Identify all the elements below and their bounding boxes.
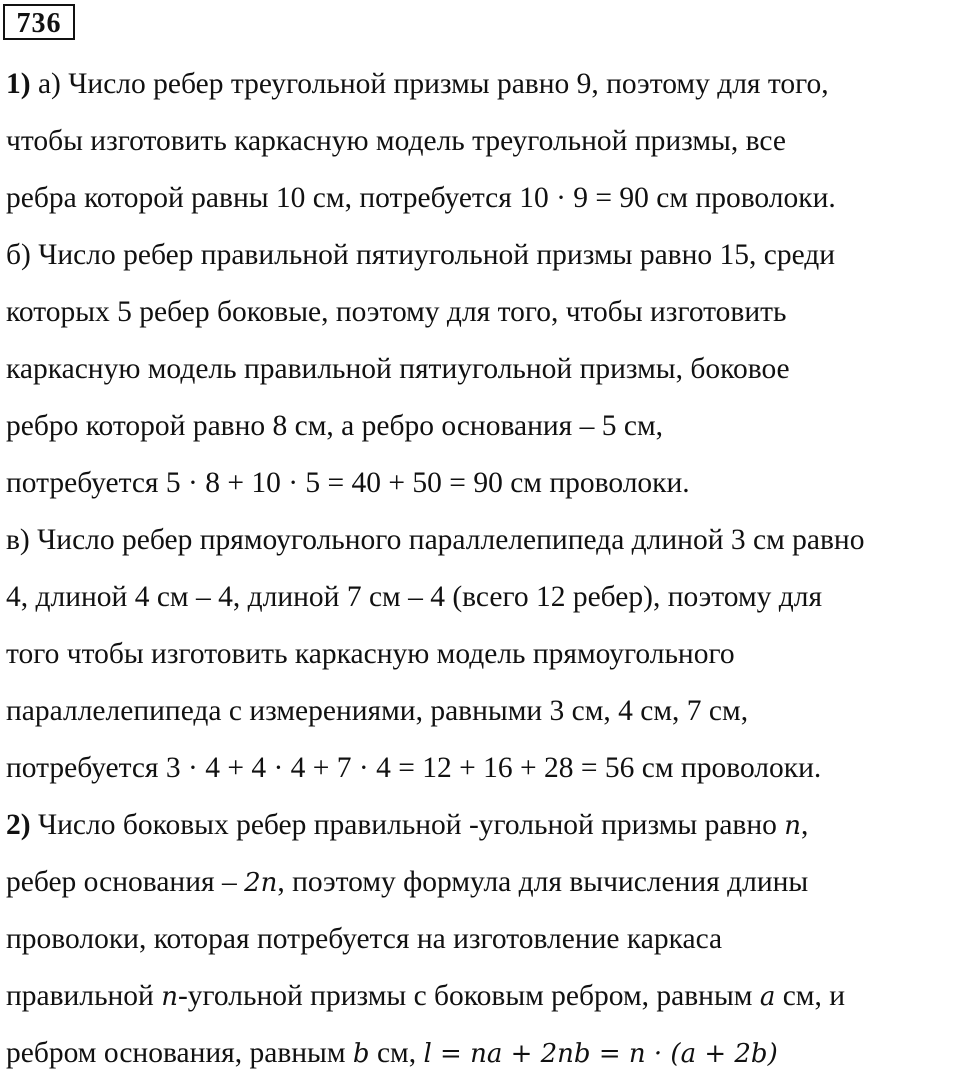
text-line xyxy=(6,398,958,455)
line-text: Число боковых ребер правильной -угольной призмы равно xyxy=(30,809,785,841)
line-text: , поэтому формула для вычисления длины xyxy=(277,866,809,898)
line-text: чтобы изготовить каркасную модель треугольной призмы, все xyxy=(6,125,786,157)
text-line xyxy=(6,626,958,683)
line-text: а) Число ребер треугольной призмы равно 9, поэтому для того, xyxy=(30,68,829,100)
line-text: ребро которой равно 8 см, а ребро основания – 5 см, xyxy=(6,410,664,442)
line-text: ребер основания – xyxy=(6,866,245,898)
text-line xyxy=(6,113,958,170)
text-line xyxy=(6,968,958,1025)
line-text: потребуется 5 · 8 + 10 · 5 = 40 + 50 = 90 см проволоки. xyxy=(6,467,690,499)
text-line xyxy=(6,170,958,227)
line-text: -угольной призмы с боковым ребром, равным xyxy=(177,980,760,1012)
text-line xyxy=(6,854,958,911)
part-marker: 1) xyxy=(6,68,31,100)
text-line xyxy=(6,797,958,854)
text-line xyxy=(6,740,958,797)
line-text: 4, длиной 4 см – 4, длиной 7 см – 4 (всего 12 ребер), поэтому для xyxy=(6,581,823,613)
line-text: правильной xyxy=(6,980,162,1012)
part-marker: 2) xyxy=(6,809,31,841)
formula: l = na + 2nb = n · (a + 2b) xyxy=(423,1039,778,1069)
line-text: см, xyxy=(369,1037,424,1069)
line-text: того чтобы изготовить каркасную модель прямоугольного xyxy=(6,638,735,670)
line-text: , xyxy=(801,809,809,841)
line-text: каркасную модель правильной пятиугольной призмы, боковое xyxy=(6,353,790,385)
line-text: потребуется 3 · 4 + 4 · 4 + 7 · 4 = 12 + 16 + 28 = 56 см проволоки. xyxy=(6,752,822,784)
line-text: ребром основания, равным xyxy=(6,1037,353,1069)
text-line xyxy=(6,569,958,626)
line-text: б) Число ребер правильной пятиугольной призмы равно 15, среди xyxy=(6,239,836,271)
problem-number-box: 736 xyxy=(3,4,75,40)
line-text: ребра которой равны 10 см, потребуется 10 · 9 = 90 см проволоки. xyxy=(6,182,836,214)
line-text: которых 5 ребер боковые, поэтому для того, чтобы изготовить xyxy=(6,296,787,328)
math-variable: n xyxy=(784,811,802,841)
math-variable: a xyxy=(759,982,776,1012)
text-line xyxy=(6,683,958,740)
text-line xyxy=(6,284,958,341)
line-text: параллелепипеда с измерениями, равными 3 см, 4 см, 7 см, xyxy=(6,695,749,727)
text-line xyxy=(6,512,958,569)
line-text: проволоки, которая потребуется на изготовление каркаса xyxy=(6,923,723,955)
math-variable: b xyxy=(352,1039,370,1069)
math-variable: n xyxy=(161,982,178,1012)
text-line xyxy=(6,341,958,398)
math-expression: 2n xyxy=(244,868,278,898)
solution-text xyxy=(6,56,958,1082)
text-line xyxy=(6,1025,958,1082)
text-line xyxy=(6,455,958,512)
text-line xyxy=(6,911,958,968)
line-text: в) Число ребер прямоугольного параллелепипеда длиной 3 см равно xyxy=(6,524,865,556)
text-line xyxy=(6,227,958,284)
text-line xyxy=(6,56,958,113)
line-text: см, и xyxy=(775,980,846,1012)
